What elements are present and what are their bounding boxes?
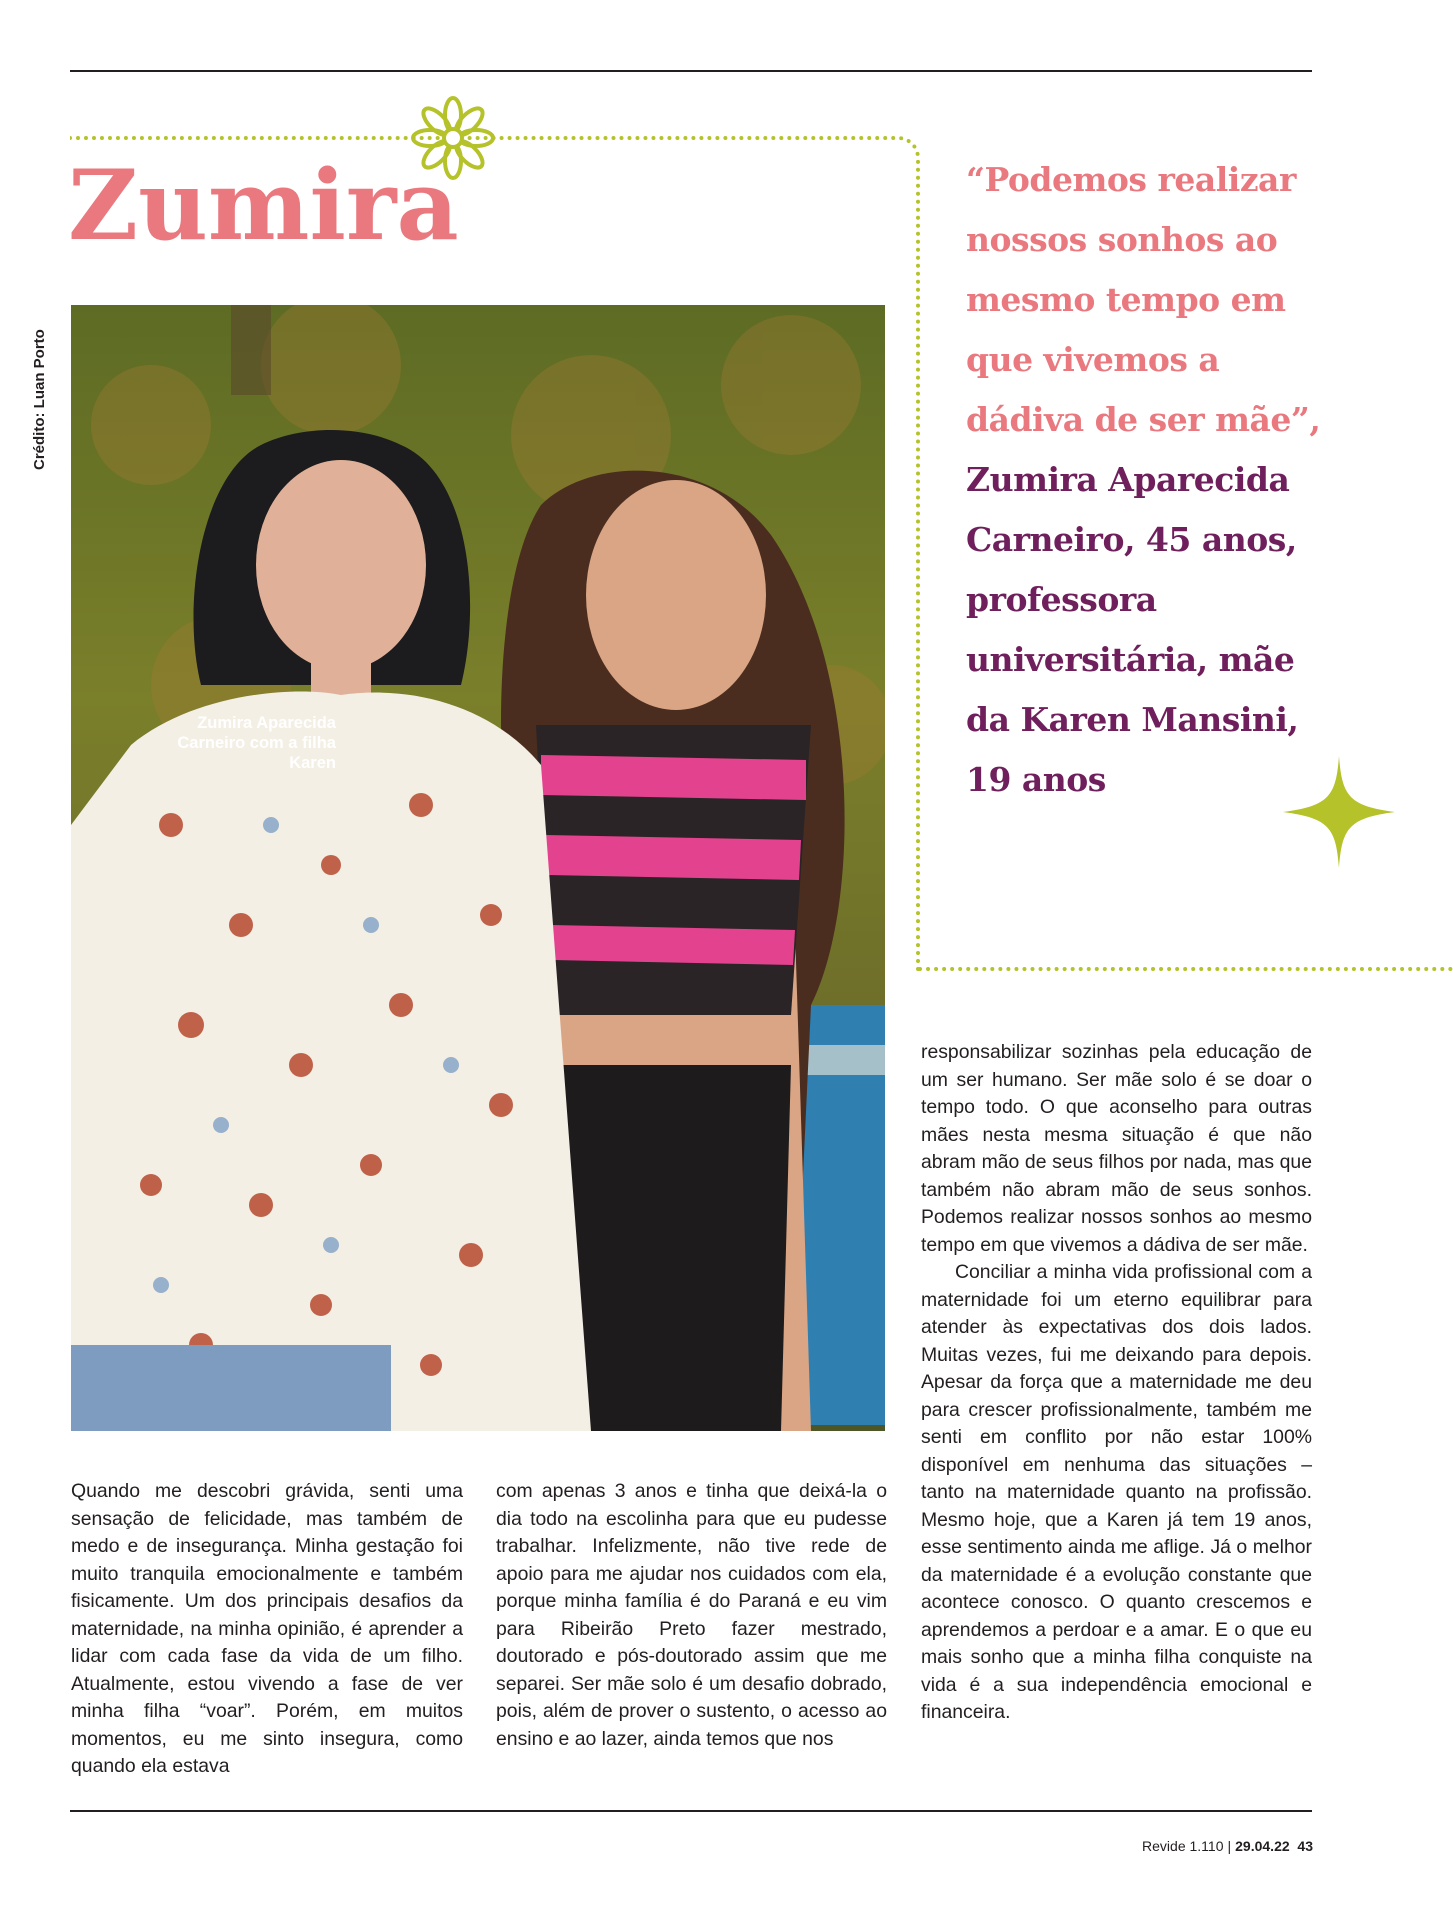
- body-paragraph: responsabilizar sozinhas pela educação de um ser humano. Ser mãe solo é se doar o tempo todo. O que aconselho para outras mães nesta mesma situação é que não abram mão de seus filhos por nada, mas que também não abram mão de seus sonhos. Podemos realizar nossos sonhos ao mesmo tempo em que vivemos a dádiva de ser mãe.: [921, 1041, 1312, 1256]
- body-paragraph: Conciliar a minha vida profissional com a maternidade foi um eterno equilibrar para atender às expectativas dos dois lados. Muitas vezes, fui me deixando para depois. Apesar da força que a maternidade me deu para crescer profissionalmente, também me senti em conflito por não estar 100% disponível em nenhuma das situações – tanto na maternidade quanto na profissão. Mesmo hoje, que a Karen já tem 19 anos, esse sentimento ainda me aflige. Já o melhor da maternidade é a evolução constante que acontece conosco. O quanto crescemos e aprendemos a perdoar e a amar. E o que eu mais sonho que a minha filha conquiste na vida é a sua independência emocional e financeira.: [921, 1261, 1312, 1723]
- photo-caption: Zumira Aparecida Carneiro com a filha Karen: [177, 714, 336, 772]
- headline: Zumira: [68, 149, 459, 262]
- pull-quote-text: “Podemos realizar nossos sonhos ao mesmo tempo em que vivemos a dádiva de ser mãe”,: [966, 160, 1321, 439]
- issue-date: 29.04.22: [1235, 1838, 1290, 1854]
- pull-quote-attribution: Zumira Aparecida Carneiro, 45 anos, professora universitária, mãe da Karen Mansini, 19 anos: [966, 460, 1299, 799]
- magazine-issue: Revide 1.110: [1142, 1838, 1224, 1854]
- page-footer: Revide 1.110 | 29.04.22 43: [1142, 1838, 1313, 1854]
- body-paragraph: com apenas 3 anos e tinha que deixá-la o dia todo na escolinha para que eu pudesse trabalhar. Infelizmente, não tive rede de apoio para me ajudar nos cuidados com ela, porque minha família é do Paraná e eu vim para Ribeirão Preto fazer mestrado, doutorado e pós-doutorado assim que me separei. Ser mãe solo é um desafio dobrado, pois, além de prover o sustento, o acesso ao ensino e ao lazer, ainda temos que nos: [496, 1480, 887, 1750]
- body-column-3: [921, 1039, 1312, 1727]
- photo: [71, 305, 885, 1431]
- pull-quote: [966, 150, 1326, 810]
- body-column-1: [71, 1478, 463, 1781]
- top-rule: [70, 70, 1312, 72]
- sparkle-star-icon: [1283, 756, 1395, 868]
- body-column-2: [496, 1478, 887, 1753]
- photo-credit: Crédito: Luan Porto: [31, 329, 48, 470]
- dotted-frame-bottom: [918, 967, 1453, 971]
- body-paragraph: Quando me descobri grávida, senti uma sensação de felicidade, mas também de medo e de insegurança. Minha gestação foi muito tranquila emocionalmente e também fisicamente. Um dos principais desafios da maternidade, na minha opinião, é aprender a lidar com cada fase da vida de um filho. Atualmente, estou vivendo a fase de ver minha filha “voar”. Porém, em muitos momentos, eu me sinto insegura, como quando ela estava: [71, 1480, 463, 1777]
- page-number: 43: [1297, 1838, 1313, 1854]
- bottom-rule: [70, 1810, 1312, 1812]
